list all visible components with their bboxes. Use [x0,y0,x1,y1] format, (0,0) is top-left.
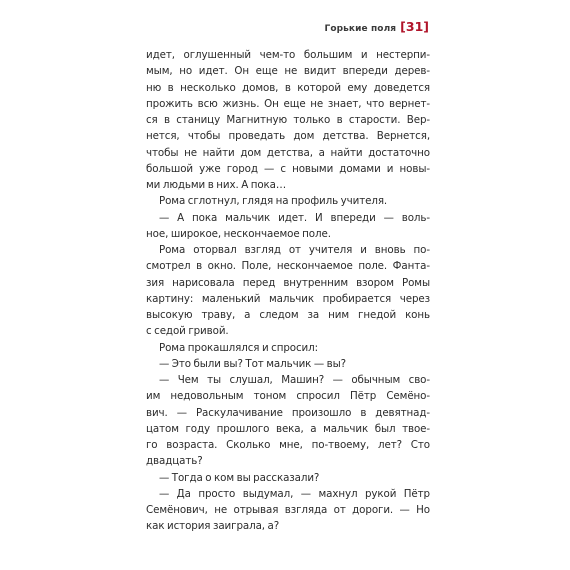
text-line: — Тогда о ком вы рассказали? [159,471,320,484]
text-line: ми людьми в них. А пока… [146,179,287,191]
page-number: [31] [400,19,429,34]
text-line: — Это были вы? Тот мальчик — вы? [159,357,346,370]
text-line: высокую траву, а следом за ним гнедой конь [146,309,430,321]
text-line: Рома оторвал взгляд от учителя и вновь по- [159,244,430,256]
text-line: ное, широкое, нескончаемое поле. [146,227,331,240]
text-line: зия нарисовала перед внутренним взором Ромы [146,276,430,289]
text-line: прожить всю жизнь. Он еще не знает, что вернет- [146,97,430,110]
text-line: Рома сглотнул, глядя на профиль учителя. [159,195,388,208]
text-line: цатом году прошлого века, а мальчик был твое- [146,422,430,435]
text-line: им недовольным тоном спросил Пётр Семёно- [146,390,430,403]
running-head [324,19,429,34]
text-line: го возраста. Сколько мне, по-твоему, лет? Сто [146,439,430,451]
text-line: ся в станицу Магнитную только в старости. Вер- [146,114,430,126]
text-line: картину: маленький мальчик пробирается через [146,292,430,305]
text-line: — А пока мальчик идет. И впереди — воль- [159,211,430,224]
body-text [146,47,430,535]
text-line: мым, но идет. Он еще не видит впереди дерев- [146,65,430,78]
text-line: большой уже город — с новыми домами и новы- [146,162,430,175]
text-line: — Чем ты слушал, Машин? — обычным сво- [159,374,430,386]
text-line: двадцать? [146,455,203,468]
running-title: Горькие поля [324,24,397,34]
text-line: чтобы не найти дом детства, а найти достаточно [146,146,430,159]
text-line: смотрел в окно. Поле, нескончаемое поле. Фанта- [146,260,430,273]
text-line: ню в несколько домов, в которой ему доведется [146,81,430,94]
text-line: Рома прокашлялся и спросил: [159,341,318,354]
text-line: Семёнович, не отрывая взгляда от дороги. — Но [146,504,430,516]
text-line: идет, оглушенный чем-то большим и нестерпи- [146,49,430,61]
text-line: как история заиграла, а? [146,520,280,533]
text-line: с седой гривой. [146,325,229,338]
text-line: вич. — Раскулачивание произошло в девятнад- [146,406,430,419]
text-line: — Да просто выдумал, — махнул рукой Пётр [159,487,430,500]
text-line: нется, чтобы проведать дом детства. Вернется, [146,130,430,143]
